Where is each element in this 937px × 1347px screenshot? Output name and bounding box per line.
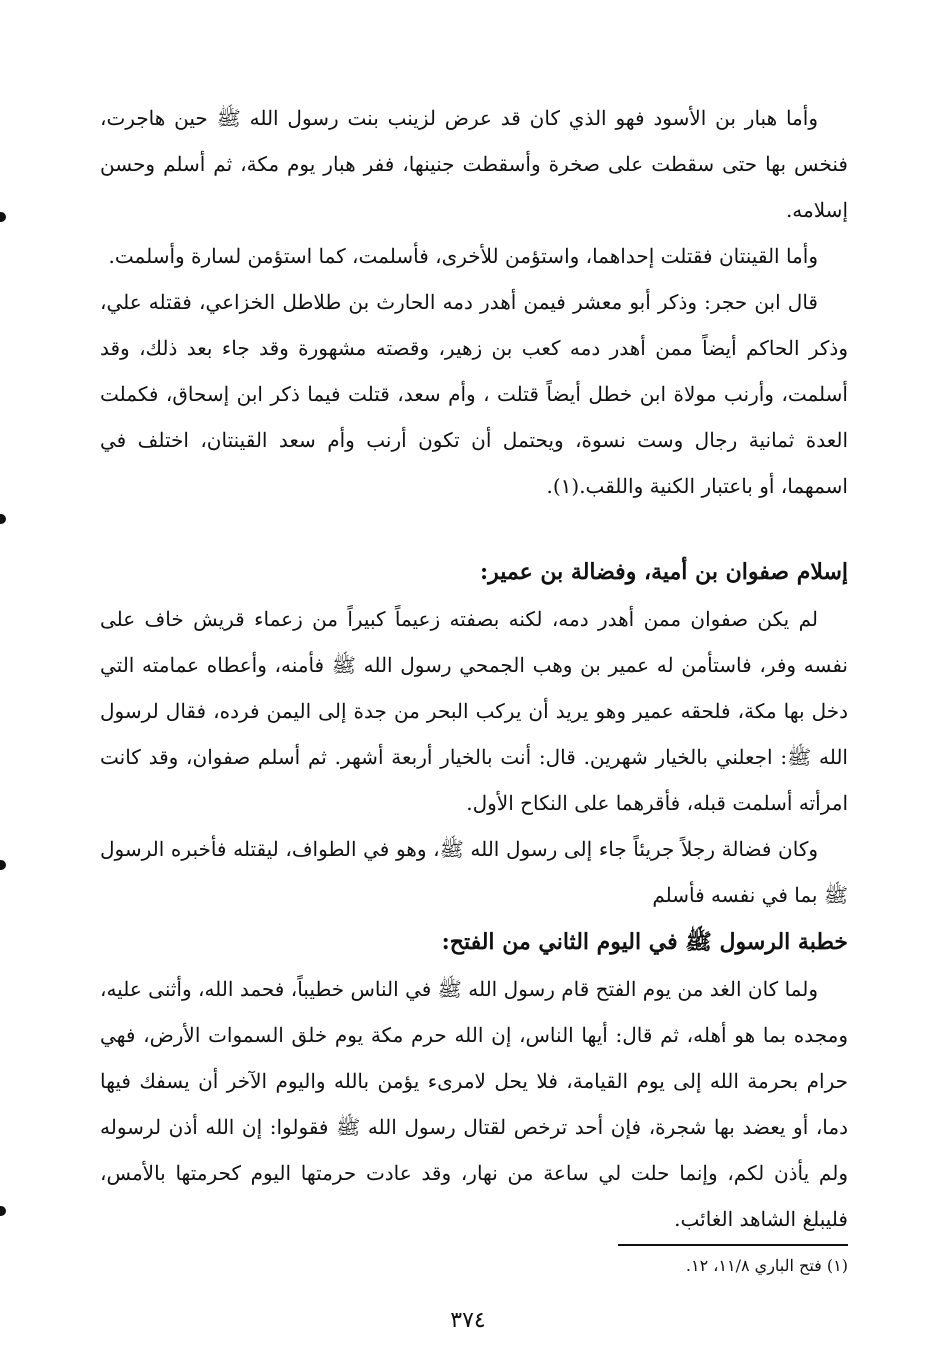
paragraph-qaynatan: وأما القينتان فقتلت إحداهما، واستؤمن للأخرى، فأسلمت، كما استؤمن لسارة وأسلمت.: [108, 244, 818, 268]
section-safwan: [100, 596, 848, 918]
section-heading-khutba: خطبة الرسول ﷺ في اليوم الثاني من الفتح:: [441, 929, 848, 955]
section-fath-aftermath: [100, 95, 848, 509]
paragraph-safwan: لم يكن صفوان ممن أهدر دمه، لكنه بصفته زعيماً كبيراً من زعماء قريش خاف على نفسه وفر، فاستأمن له عمير بن وهب الجمحي رسول الله ﷺ فأمنه، وأعطاه عمامته التي دخل بها مكة، فلحقه عمير وهو يريد أن يركب البحر من جدة إلى اليمن فرده، فقال لرسول الله ﷺ: اجعلني بالخيار شهرين. قال: أنت بالخيار أربعة أشهر. ثم أسلم صفوان، وقد كانت امرأته أسلمت قبله، فأقرهما على النكاح الأول.: [100, 607, 848, 815]
paragraph-habbar: وأما هبار بن الأسود فهو الذي كان قد عرض لزينب بنت رسول الله ﷺ حين هاجرت، فنخس بها حتى سقطت على صخرة وأسقطت جنينها، ففر هبار يوم مكة، ثم أسلم وحسن إسلامه.: [100, 106, 848, 222]
page-number: ٣٧٤: [450, 1308, 486, 1333]
scan-edge-mark: [0, 514, 6, 524]
section-khutba: [100, 966, 848, 1242]
footnote-divider: [618, 1244, 848, 1246]
footnote: (١) فتح الباري ١١/٨، ١٢.: [685, 1256, 848, 1275]
section-heading-safwan: إسلام صفوان بن أمية، وفضالة بن عمير:: [479, 559, 848, 585]
scan-edge-mark: [0, 1206, 6, 1216]
paragraph-fadala: وكان فضالة رجلاً جريئاً جاء إلى رسول الله ﷺ، وهو في الطواف، ليقتله فأخبره الرسول ﷺ بما في نفسه فأسلم: [100, 837, 848, 907]
scan-edge-mark: [0, 860, 6, 870]
scan-edge-mark: [0, 212, 6, 222]
paragraph-ibn-hajar: قال ابن حجر: وذكر أبو معشر فيمن أهدر دمه الحارث بن طلاطل الخزاعي، فقتله علي، وذكر الحاكم أيضاً ممن أهدر دمه كعب بن زهير، وقصته مشهورة وقد جاء بعد ذلك، وقد أسلمت، وأرنب مولاة ابن خطل أيضاً قتلت ، وأم سعد، قتلت فيما ذكر ابن إسحاق، فكملت العدة ثمانية رجال وست نسوة، ويحتمل أن تكون أرنب وأم سعد القينتان، اختلف في اسمهما، أو باعتبار الكنية واللقب.(١).: [100, 290, 848, 498]
paragraph-khutba: ولما كان الغد من يوم الفتح قام رسول الله ﷺ في الناس خطيباً، فحمد الله، وأثنى عليه، ومجده بما هو أهله، ثم قال: أيها الناس، إن الله حرم مكة يوم خلق السموات الأرض، فهي حرام بحرمة الله إلى يوم القيامة، فلا يحل لامرىء يؤمن بالله واليوم الآخر أن يسفك فيها دما، أو يعضد بها شجرة، فإن أحد ترخص لقتال رسول الله ﷺ فقولوا: إن الله أذن لرسوله ولم يأذن لكم، وإنما حلت لي ساعة من نهار، وقد عادت حرمتها اليوم كحرمتها بالأمس، فليبلغ الشاهد الغائب.: [100, 977, 848, 1231]
